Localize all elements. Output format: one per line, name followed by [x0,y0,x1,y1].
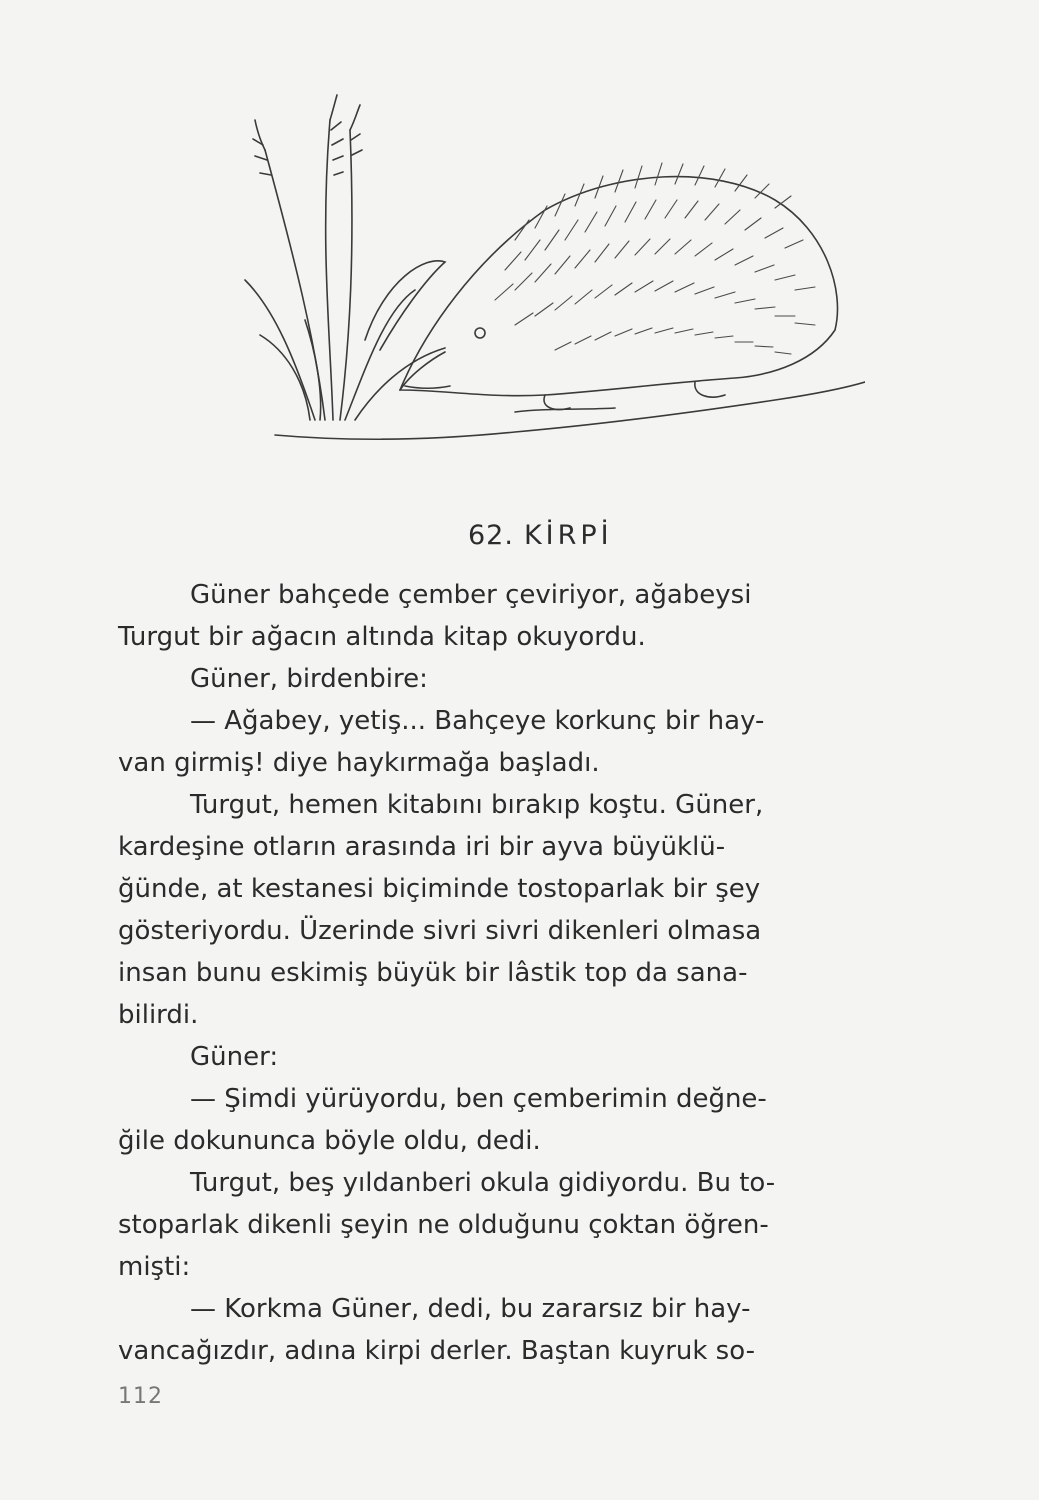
text-line: — Şimdi yürüyordu, ben çemberimin değne- [190,1084,767,1114]
text-line: kardeşine otların arasında iri bir ayva büyüklü- [118,832,726,862]
text-line: Güner, birdenbire: [190,664,428,694]
text-line: Turgut, hemen kitabını bırakıp koştu. Güner, [190,790,764,820]
chapter-heading [468,520,613,551]
text-line: Güner bahçede çember çeviriyor, ağabeysi [190,580,752,610]
text-line: ğünde, at kestanesi biçiminde tostoparlak bir şey [118,874,761,904]
text-line: insan bunu eskimiş büyük bir lâstik top da sana- [118,958,748,988]
text-line: Turgut bir ağacın altında kitap okuyordu. [118,622,646,652]
text-line: — Ağabey, yetiş... Bahçeye korkunç bir hay- [190,706,765,736]
text-line: stoparlak dikenli şeyin ne olduğunu çoktan öğren- [118,1210,769,1240]
text-line: gösteriyordu. Üzerinde sivri sivri dikenleri olmasa [118,916,762,946]
text-line: ğile dokununca böyle oldu, dedi. [118,1126,541,1156]
text-line: Turgut, beş yıldanberi okula gidiyordu. Bu to- [190,1168,776,1198]
text-line: Güner: [190,1042,279,1072]
text-line: bilirdi. [118,1000,199,1030]
text-line: van girmiş! diye haykırmağa başladı. [118,748,600,778]
story-text [118,574,978,1372]
text-line: — Korkma Güner, dedi, bu zararsız bir hay- [190,1294,751,1324]
page-number: 112 [118,1384,163,1409]
hedgehog-illustration [215,90,865,470]
text-line: vancağızdır, adına kirpi derler. Baştan kuyruk so- [118,1336,755,1366]
text-line: mişti: [118,1252,191,1282]
chapter-title: KİRPİ [523,520,613,551]
chapter-number: 62. [468,520,514,551]
